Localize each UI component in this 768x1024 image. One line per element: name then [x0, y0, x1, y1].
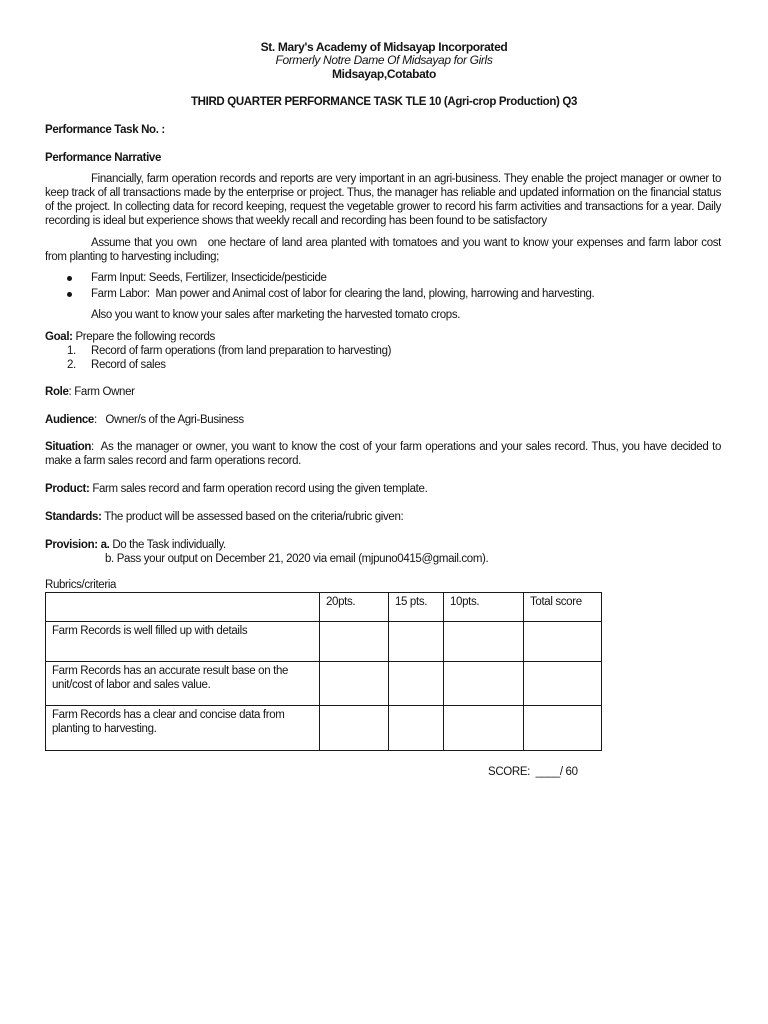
rubric-caption: Rubrics/criteria — [45, 579, 117, 591]
narrative-paragraph-1: Financially, farm operation records and reports are very important in an agri-business. They enable the project manager or owner to keep track of all transactions made by the enterprise or project. Thus, the manager has reliable and updated information on the financial status of the project. In collecting data for record keeping, request the vegetable grower to record his farm activities and transactions for a year. Daily recording is ideal but experience shows that weekly recall and recording has been found to be satisfactory — [45, 173, 724, 227]
rubric-criterion: Farm Records is well filled up with details — [46, 622, 320, 662]
rubric-score-cell — [389, 622, 444, 662]
school-name: St. Mary's Academy of Midsayap Incorporated — [260, 40, 508, 54]
rubric-score-cell — [389, 662, 444, 706]
bullet-icon — [67, 276, 72, 281]
role-label: Role — [45, 386, 69, 398]
narrative-heading: Performance Narrative — [45, 152, 162, 164]
rubric-score-cell — [320, 622, 389, 662]
task-number-label: Performance Task No. : — [45, 124, 165, 136]
bullet-text: Farm Input: Seeds, Fertilizer, Insecticide/pesticide — [91, 272, 327, 284]
bullet-item-farm-input — [66, 271, 721, 285]
audience-text: : Owner/s of the Agri-Business — [93, 414, 244, 426]
provision-label: Provision: a. — [45, 539, 110, 551]
role-text: : Farm Owner — [68, 386, 135, 398]
situation-text: : As the manager or owner, you want to know the cost of your farm operations and your sales record. Thus, you have decided to make a farm sales record and farm operations record. — [45, 441, 724, 467]
school-location: Midsayap,Cotabato — [331, 67, 437, 81]
goal-item-text: Record of farm operations (from land preparation to harvesting) — [91, 345, 392, 357]
rubric-score-cell — [524, 622, 602, 662]
goal-label: Goal: — [45, 331, 73, 343]
rubric-header-cell-empty — [46, 593, 320, 622]
rubric-header-cell: Total score — [524, 593, 602, 622]
rubric-score-cell — [320, 706, 389, 751]
situation-paragraph — [45, 440, 724, 468]
task-title: THIRD QUARTER PERFORMANCE TASK TLE 10 (Agri-crop Production) Q3 — [191, 96, 577, 108]
goal-item-number: 2. — [67, 359, 76, 371]
product-line — [45, 482, 721, 496]
rubric-score-cell — [444, 622, 524, 662]
school-former-name: Formerly Notre Dame Of Midsayap for Girls — [275, 53, 493, 67]
score-line: SCORE: ____/ 60 — [488, 766, 578, 778]
rubric-score-cell — [444, 706, 524, 751]
audience-label: Audience — [45, 414, 94, 426]
provision-line — [45, 538, 721, 552]
bullet-item-farm-labor — [66, 287, 721, 301]
table-row — [46, 662, 602, 706]
standards-label: Standards: — [45, 511, 102, 523]
goal-line — [45, 330, 721, 344]
product-label: Product: — [45, 483, 90, 495]
goal-item-text: Record of sales — [91, 359, 166, 371]
standards-line — [45, 510, 721, 524]
rubric-score-cell — [524, 706, 602, 751]
bullet-icon — [67, 292, 72, 297]
goal-text: Prepare the following records — [72, 331, 215, 343]
rubric-header-cell: 10pts. — [444, 593, 524, 622]
rubric-table — [45, 592, 602, 751]
goal-item — [67, 358, 721, 372]
goal-item-number: 1. — [67, 345, 76, 357]
rubric-header-cell: 20pts. — [320, 593, 389, 622]
rubric-score-cell — [444, 662, 524, 706]
sales-note: Also you want to know your sales after marketing the harvested tomato crops. — [91, 309, 461, 321]
rubric-score-cell — [389, 706, 444, 751]
rubric-criterion: Farm Records has a clear and concise data from planting to harvesting. — [46, 706, 320, 751]
rubric-score-cell — [320, 662, 389, 706]
provision-item-b: b. Pass your output on December 21, 2020 via email (mjpuno0415@gmail.com). — [105, 553, 489, 565]
rubric-header-row — [46, 593, 602, 622]
table-row — [46, 706, 602, 751]
table-row — [46, 622, 602, 662]
product-text: Farm sales record and farm operation record using the given template. — [89, 483, 428, 495]
narrative-paragraph-2: Assume that you own one hectare of land area planted with tomatoes and you want to know your expenses and farm labor cost from planting to harvesting including; — [45, 237, 724, 263]
standards-text: The product will be assessed based on the criteria/rubric given: — [101, 511, 404, 523]
situation-label: Situation — [45, 441, 92, 453]
role-line — [45, 385, 721, 399]
rubric-score-cell — [524, 662, 602, 706]
audience-line — [45, 413, 721, 427]
provision-item-a: Do the Task individually. — [109, 539, 226, 551]
goal-item — [67, 344, 721, 358]
bullet-text: Farm Labor: Man power and Animal cost of labor for clearing the land, plowing, harrowing and harvesting. — [91, 288, 595, 300]
rubric-header-cell: 15 pts. — [389, 593, 444, 622]
rubric-criterion: Farm Records has an accurate result base on the unit/cost of labor and sales value. — [46, 662, 320, 706]
